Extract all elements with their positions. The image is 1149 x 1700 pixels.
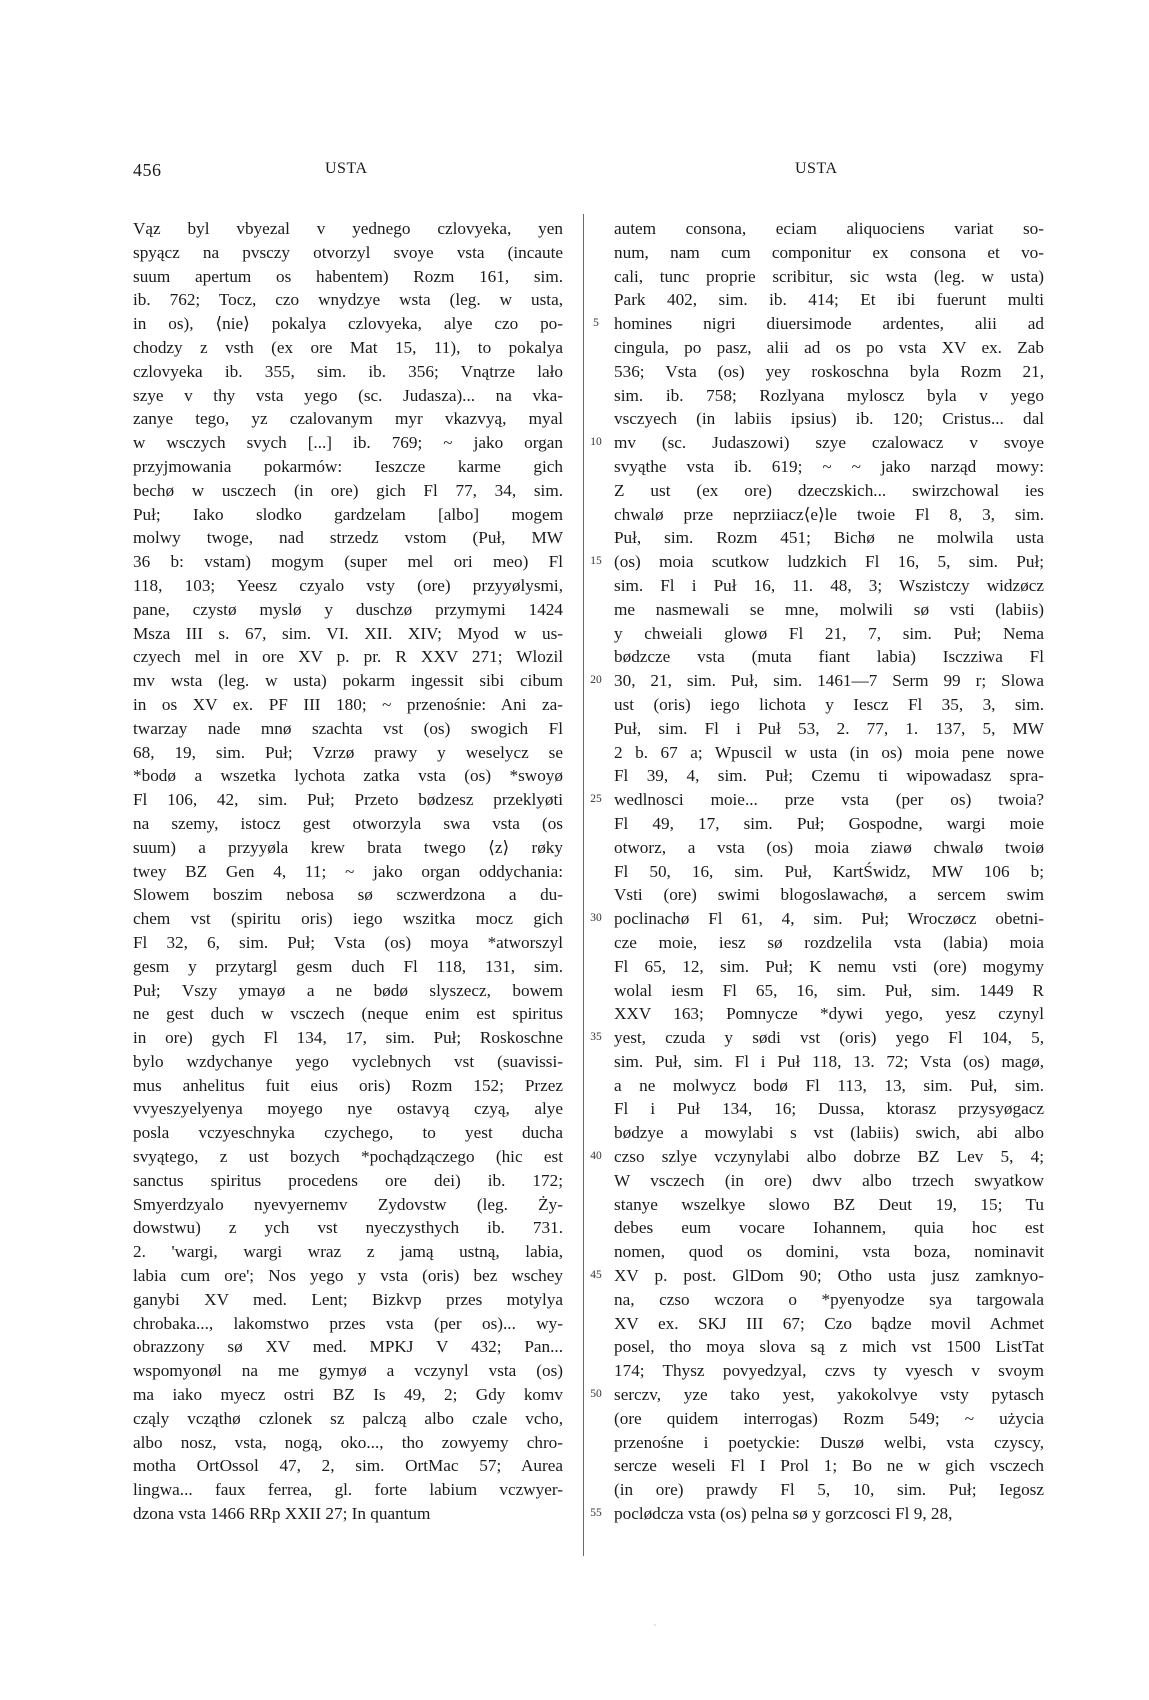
text-line: bechø w usczech (in ore) gich Fl 77, 34, sim. [133,480,563,500]
text-line: poclinachø Fl 61, 4, sim. Puł; Wroczøcz obetni- [614,909,1044,929]
text-line: posla vczyeschnyka czychego, to yest ducha [133,1123,563,1143]
text-line: chrobaka..., lakomstwo przes vsta (per os)... wy- [133,1313,563,1333]
right-text-column [614,217,1044,1526]
text-line: XXV 163; Pomnycze *dywi yego, yesz czynyl [614,1004,1044,1024]
text-line: 30, 21, sim. Puł, sim. 1461—7 Serm 99 r; Slowa [614,671,1044,691]
line-number: 5 [593,317,599,330]
text-line: pane, czystø myslø y duschzø przymymi 1424 [133,599,563,619]
line-number: 15 [590,555,602,568]
text-line: Puł; Vszy ymayø a ne bødø slyszecz, bowem [133,980,563,1000]
line-number: 10 [590,436,602,449]
text-line: in os), ⟨nie⟩ pokalya czlovyeka, alye czo po- [133,314,563,334]
text-line: ne gest duch w vsczech (neque enim est spiritus [133,1004,563,1024]
text-line: wedlnosci moie... prze vsta (per os) twoia? [614,790,1044,810]
text-line: Vąz byl vbyezal v yednego czlovyeka, yen [133,219,563,238]
text-line: svyątego, z ust bozych *pochądzączego (hic est [133,1147,563,1167]
text-line: sim. ib. 758; Rozlyana myloscz byla v yego [614,385,1044,405]
line-number: 50 [590,1388,602,1401]
text-line: poclødcza vsta (os) pelna sø y gorzcosci Fl 9, 28, [614,1504,953,1524]
text-line: Slowem boszim nebosa sø sczwerdzona a du- [133,885,563,905]
left-text-column [133,217,563,1526]
text-line: Fl 49, 17, sim. Puł; Gospodne, wargi moie [614,813,1044,833]
text-line: Puł, sim. Fl i Puł 53, 2. 77, 1. 137, 5, MW [614,718,1044,738]
text-line: me nasmewali se mne, molwili sø vsti (labiis) [614,599,1044,619]
text-line: chodzy z vsth (ex ore Mat 15, 11), to pokalya [133,337,563,357]
text-line: na, czso wczora o *pyenyodze sya targowala [614,1289,1044,1309]
text-line: dowstwu) z ych vst nyeczysthych ib. 731. [133,1218,563,1238]
text-line: 36 b: vstam) mogym (super mel ori meo) Fl [133,552,563,572]
text-line: serczv, yze tako yest, yakokolvye vsty pytasch [614,1385,1044,1405]
line-number: 40 [590,1150,602,1163]
column-divider [583,214,584,1556]
text-line: svyąthe vsta ib. 619; ~ ~ jako narząd mowy: [614,456,1044,476]
text-line: debes eum vocare Iohannem, quia hoc est [614,1218,1044,1238]
text-line: twarzay nade mnø szachta vst (os) swogich Fl [133,718,563,738]
text-line: Msza III s. 67, sim. VI. XII. XIV; Myod w us- [133,623,563,643]
text-line: spyącz na pvsczy otvorzyl svoye vsta (incaute [133,242,563,262]
text-line: ma iako myecz ostri BZ Is 49, 2; Gdy komv [133,1385,563,1405]
text-line: ganybi XV med. Lent; Bizkvp przes motylya [133,1289,563,1309]
line-number: 25 [590,793,602,806]
text-line: 68, 19, sim. Puł; Vzrzø prawy y weselycz se [133,742,563,762]
text-line: wolal iesm Fl 65, 16, sim. Puł, sim. 1449 R [614,980,1044,1000]
text-line: Park 402, sim. ib. 414; Et ibi fuerunt multi [614,290,1044,310]
text-line: cze moie, iesz sø rozdzelila vsta (labia) moia [614,932,1044,952]
text-line: w wsczych svych [...] ib. 769; ~ jako organ [133,433,563,453]
text-line: 174; Thysz povyedzyal, czvs ty vyesch v svoym [614,1361,1044,1381]
text-line: *bodø a wszetka lychota zatka vsta (os) *swoyø [133,766,563,786]
text-line: Fl 106, 42, sim. Puł; Przeto bødzesz przeklyøti [133,790,563,810]
text-line: motha OrtOssol 47, 2, sim. OrtMac 57; Aurea [133,1456,563,1476]
text-line: na szemy, istocz gest otworzyla swa vsta (os [133,813,563,833]
text-line: (os) moia scutkow ludzkich Fl 16, 5, sim. Puł; [614,552,1044,572]
line-number: 20 [590,674,602,687]
text-line: 536; Vsta (os) yey roskoschna byla Rozm 21, [614,361,1044,381]
text-line: dzona vsta 1466 RRp XXII 27; In quantum [133,1504,431,1524]
line-number: 55 [590,1507,602,1520]
running-head-left: USTA [325,160,368,177]
text-line: suum apertum os habentem) Rozm 161, sim. [133,266,563,286]
line-number: 35 [590,1031,602,1044]
text-line: czyech mel in ore XV p. pr. R XXV 271; Wlozil [133,647,563,667]
text-line: (in ore) prawdy Fl 5, 10, sim. Puł; Iegosz [614,1480,1044,1500]
text-line: przenośne i poetyckie: Duszø welbi, vsta czyscy, [614,1432,1044,1452]
text-line: labia cum ore'; Nos yego y vsta (oris) bez wschey [133,1266,563,1286]
text-line: bødzye a mowylabi s vst (labiis) swich, abi albo [614,1123,1044,1143]
text-line: stanye wszelkye slowo BZ Deut 19, 15; Tu [614,1194,1044,1214]
text-line: otworz, a vsta (os) moia ziawø chwalø twoiø [614,837,1044,857]
line-number: 45 [590,1269,602,1282]
text-line: cząly vcząthø czlonek sz palczą albo czale vcho, [133,1408,563,1428]
text-line: (ore quidem interrogas) Rozm 549; ~ użycia [614,1408,1044,1428]
text-line: a ne molwycz bodø Fl 113, 13, sim. Puł, sim. [614,1075,1044,1095]
text-line: czlovyeka ib. 355, sim. ib. 356; Vnątrze lało [133,361,563,381]
text-line: czso szlye vczynylabi albo dobrze BZ Lev 5, 4; [614,1147,1044,1167]
text-line: Z ust (ex ore) dzeczskich... swirzchowal ies [614,480,1044,500]
text-line: ust (oris) iego lichota y Iescz Fl 35, 3, sim. [614,694,1044,714]
text-line: cali, tunc proprie scribitur, sic wsta (leg. w usta) [614,266,1044,286]
text-line: obrazzony sø XV med. MPKJ V 432; Pan... [133,1337,563,1357]
text-line: przyjmowania pokarmów: Ieszcze karme gich [133,456,563,476]
text-line: Fl 65, 12, sim. Puł; K nemu vsti (ore) mogymy [614,956,1044,976]
text-line: mv wsta (leg. w usta) pokarm ingessit sibi cibum [133,671,563,691]
text-line: 2 b. 67 a; Wpuscil w usta (in os) moia pene nowe [614,742,1044,762]
text-line: bødzcze vsta (muta fiant labia) Isczziwa Fl [614,647,1044,667]
text-line: y chweiali glowø Fl 21, 7, sim. Puł; Nema [614,623,1044,643]
text-line: wspomyonøl na me gymyø a vczynyl vsta (os) [133,1361,563,1381]
text-line: sim. Puł, sim. Fl i Puł 118, 13. 72; Vsta (os) magø, [614,1051,1044,1071]
text-line: autem consona, eciam aliquociens variat so- [614,219,1044,238]
line-number: 30 [590,912,602,925]
text-line: XV ex. SKJ III 67; Czo bądze movil Achmet [614,1313,1044,1333]
text-line: chem vst (spiritu oris) iego wszitka mocz gich [133,909,563,929]
text-line: 2. 'wargi, wargi wraz z jamą ustną, labia, [133,1242,563,1262]
text-line: gesm y przytargl gesm duch Fl 118, 131, sim. [133,956,563,976]
text-line: nomen, quod os domini, vsta boza, nominavit [614,1242,1044,1262]
text-line: homines nigri diuersimode ardentes, alii ad [614,314,1044,334]
text-line: Fl 50, 16, sim. Puł, KartŚwidz, MW 106 b; [614,861,1044,881]
text-line: mus anhelitus fuit eius oris) Rozm 152; Przez [133,1075,563,1095]
text-line: bylo wzdychanye yego vyclebnych vst (suavissi- [133,1051,563,1071]
text-line: albo nosz, vsta, nogą, oko..., tho zowyemy chro- [133,1432,563,1452]
text-line: yest, czuda y sødi vst (oris) yego Fl 104, 5, [614,1028,1044,1048]
text-line: suum) a przyyøla krew brata twego ⟨z⟩ røky [133,837,563,857]
running-head-right: USTA [795,160,838,177]
text-line: mv (sc. Judaszowi) szye czalowacz v svoye [614,433,1044,453]
text-line: Puł; Iako slodko gardzelam [albo] mogem [133,504,563,524]
text-line: Puł, sim. Rozm 451; Bichø ne molwila usta [614,528,1044,548]
text-line: Smyerdzyalo nyevyernemv Zydovstw (leg. Ży- [133,1194,563,1214]
text-line: chwalø prze neprziiacz⟨e⟩le twoie Fl 8, 3, sim. [614,504,1044,524]
text-line: posel, tho moya slova są z mich vst 1500 ListTat [614,1337,1044,1357]
text-line: W vsczech (in ore) dwv albo trzech swyatkow [614,1170,1044,1190]
scan-speck [654,1624,656,1626]
text-line: Fl i Puł 134, 16; Dussa, ktorasz przysyøgacz [614,1099,1044,1119]
text-line: lingwa... faux ferrea, gl. forte labium vczwyer- [133,1480,563,1500]
text-line: molwy twoge, nad strzedz vstom (Puł, MW [133,528,563,548]
text-line: szye v thy vsta yego (sc. Judasza)... na vka- [133,385,563,405]
text-line: sanctus spiritus procedens ore dei) ib. 172; [133,1170,563,1190]
text-line: vsczyech (in labiis ipsius) ib. 120; Cristus... dal [614,409,1044,429]
text-line: Vsti (ore) swimi blogoslawachø, a sercem swim [614,885,1044,905]
text-line: zanye tego, yz czalovanym myr vkazvyą, myal [133,409,563,429]
text-line: num, nam cum componitur ex consona et vo- [614,242,1044,262]
text-line: ib. 762; Tocz, czo wnydzye wsta (leg. w usta, [133,290,563,310]
text-line: Fl 39, 4, sim. Puł; Czemu ti wipowadasz spra- [614,766,1044,786]
text-line: twey BZ Gen 4, 11; ~ jako organ oddychania: [133,861,563,881]
text-line: sim. Fl i Puł 16, 11. 48, 3; Wszistczy widzøcz [614,575,1044,595]
text-line: XV p. post. GlDom 90; Otho usta jusz zamknyo- [614,1266,1044,1286]
text-line: in ore) gych Fl 134, 17, sim. Puł; Roskoschne [133,1028,563,1048]
text-line: Fl 32, 6, sim. Puł; Vsta (os) moya *atworszyl [133,932,563,952]
text-line: sercze weseli Fl I Prol 1; Bo ne w gich vsczech [614,1456,1044,1476]
text-line: vvyeszyelyenya moyego nye ostavyą czyą, alye [133,1099,563,1119]
page-number: 456 [133,160,162,180]
text-line: in os XV ex. PF III 180; ~ przenośnie: Ani za- [133,694,563,714]
text-line: 118, 103; Yeesz czyalo vsty (ore) przyyølysmi, [133,575,563,595]
text-line: cingula, po pasz, alii ad os po vsta XV ex. Zab [614,337,1044,357]
